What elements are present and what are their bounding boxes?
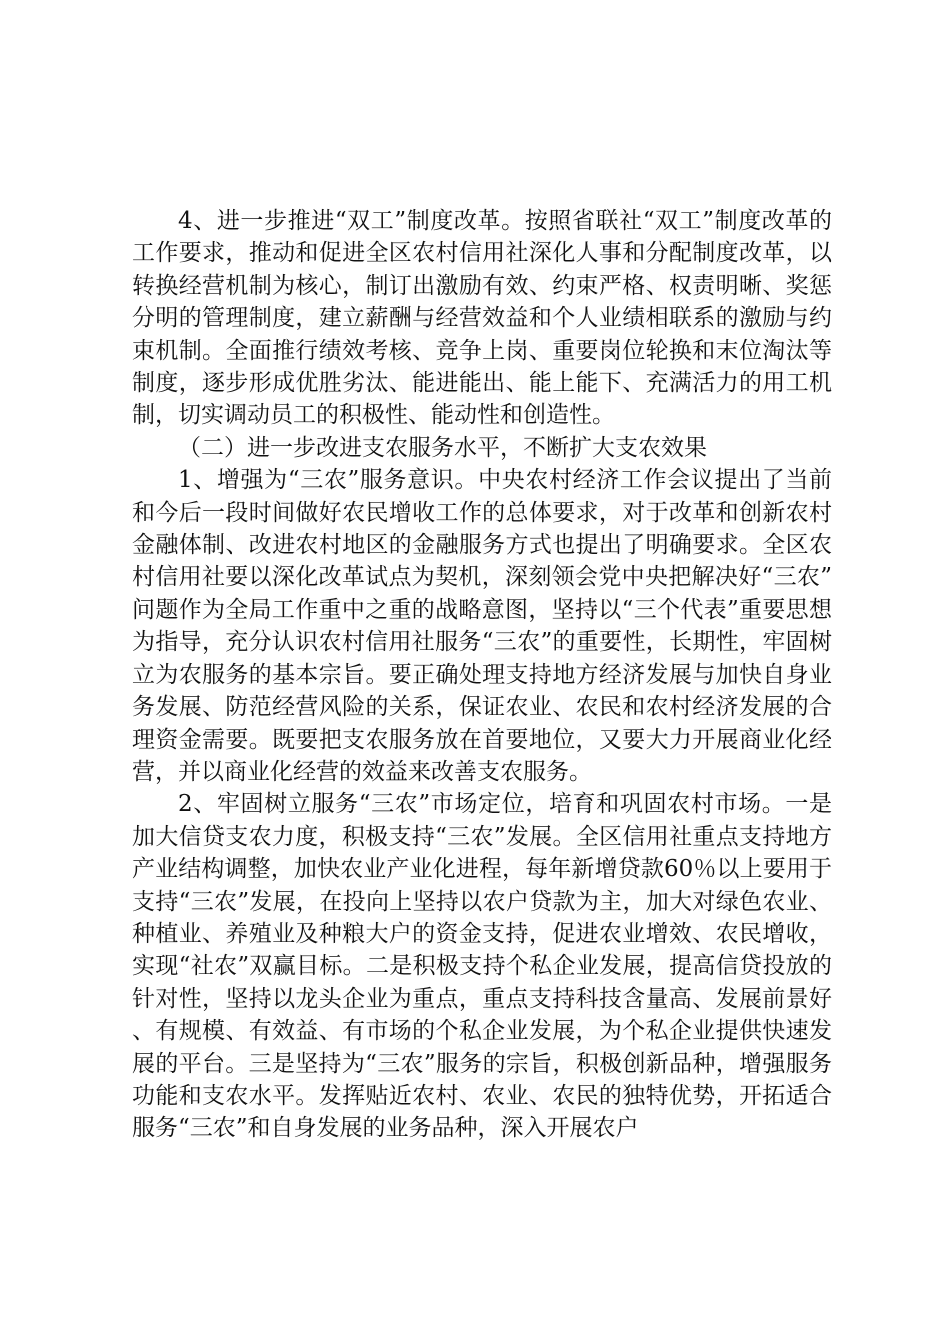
- section-heading-agri-service: （二）进一步改进支农服务水平，不断扩大支农效果: [178, 434, 707, 461]
- paragraph-service-awareness: 1、增强为“三农”服务意识。中央农村经济工作会议提出了当前和今后一段时间做好农民增收工作的总体要求，对于改革和创新农村金融体制、改进农村地区的金融服务方式也提出了明确要求。全区农村信用社要以深化改革试点为契机，深刻领会党中央把解决好“三农”问题作为全局工作重中之重的战略意图，坚持以“三个代表”重要思想为指导，充分认识农村信用社服务“三农”的重要性，长期性，牢固树立为农服务的基本宗旨。要正确处理支持地方经济发展与加快自身业务发展、防范经营风险的关系，保证农业、农民和农村经济发展的合理资金需要。既要把支农服务放在首要地位，又要大力开展商业化经营，并以商业化经营的效益来改善支农服务。: [132, 467, 832, 785]
- paragraph-market-positioning: 2、牢固树立服务“三农”市场定位，培育和巩固农村市场。一是加大信贷支农力度，积极支持“三农”发展。全区信用社重点支持地方产业结构调整，加快农业产业化进程，每年新增贷款60％以上要用于支持“三农”发展，在投向上坚持以农户贷款为主，加大对绿色农业、种植业、养殖业及种粮大户的资金支持，促进农业增效、农民增收，实现“社农”双赢目标。二是积极支持个私企业发展，提高信贷投放的针对性，坚持以龙头企业为重点，重点支持科技含量高、发展前景好、有规模、有效益、有市场的个私企业发展，为个私企业提供快速发展的平台。三是坚持为“三农”服务的宗旨，积极创新品种，增强服务功能和支农水平。发挥贴近农村、农业、农民的独特优势，开拓适合服务“三农”和自身发展的业务品种，深入开展农户: [132, 791, 832, 1142]
- paragraph-dual-work-reform: 4、进一步推进“双工”制度改革。按照省联社“双工”制度改革的工作要求，推动和促进全区农村信用社深化人事和分配制度改革，以转换经营机制为核心，制订出激励有效、约束严格、权责明晰、奖惩分明的管理制度，建立薪酬与经营效益和个人业绩相联系的激励与约束机制。全面推行绩效考核、竞争上岗、重要岗位轮换和末位淘汰等制度，逐步形成优胜劣汰、能进能出、能上能下、充满活力的用工机制，切实调动员工的积极性、能动性和创造性。: [132, 208, 832, 429]
- document-body: [132, 205, 832, 1145]
